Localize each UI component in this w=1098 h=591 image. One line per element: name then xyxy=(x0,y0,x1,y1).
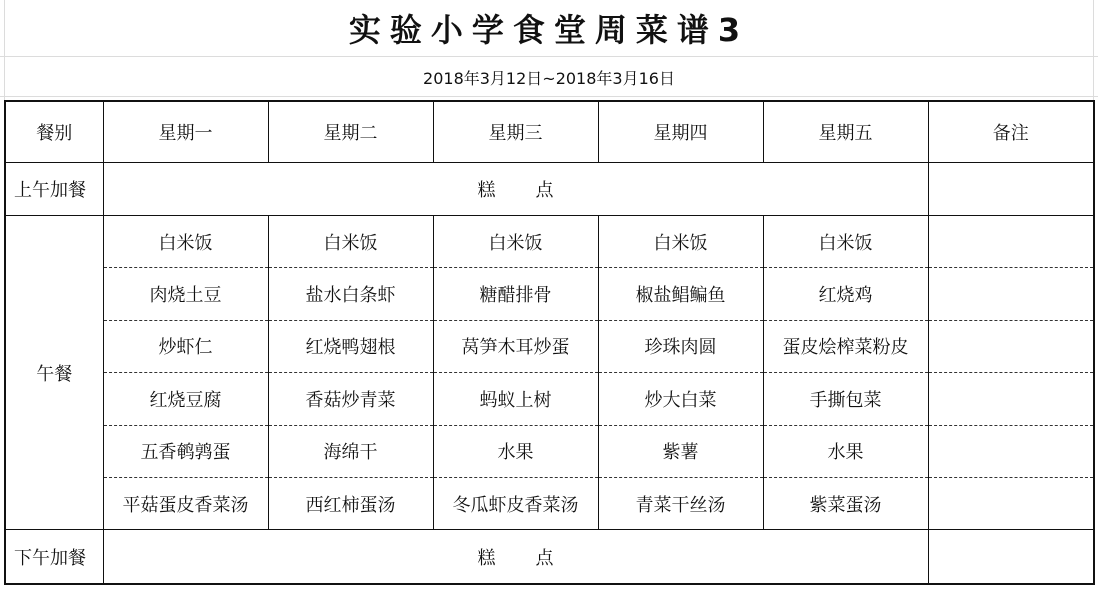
lunch-row xyxy=(5,268,1094,320)
lunch-dish: 水果 xyxy=(763,425,928,477)
lunch-dish: 手撕包菜 xyxy=(763,373,928,425)
lunch-dish: 珍珠肉圆 xyxy=(598,320,763,372)
lunch-dish: 蛋皮烩榨菜粉皮 xyxy=(763,320,928,372)
afternoon-snack-label: 下午加餐 xyxy=(5,530,103,584)
lunch-dish: 水果 xyxy=(433,425,598,477)
lunch-row xyxy=(5,478,1094,530)
sheet-gridline xyxy=(0,96,1098,97)
lunch-remarks xyxy=(928,425,1094,477)
sheet-gridline xyxy=(0,56,1098,57)
afternoon-snack-remarks xyxy=(928,530,1094,584)
lunch-row xyxy=(5,373,1094,425)
header-wednesday: 星期三 xyxy=(433,101,598,162)
menu-table xyxy=(4,100,1095,585)
lunch-dish: 青菜干丝汤 xyxy=(598,478,763,530)
lunch-dish: 香菇炒青菜 xyxy=(268,373,433,425)
morning-snack-remarks xyxy=(928,162,1094,215)
lunch-dish: 紫薯 xyxy=(598,425,763,477)
header-thursday: 星期四 xyxy=(598,101,763,162)
lunch-dish: 椒盐鲳鳊鱼 xyxy=(598,268,763,320)
lunch-dish: 红烧鸭翅根 xyxy=(268,320,433,372)
header-tuesday: 星期二 xyxy=(268,101,433,162)
menu-title: 实验小学食堂周菜谱3 xyxy=(348,11,750,49)
lunch-dish: 白米饭 xyxy=(433,215,598,267)
header-row xyxy=(5,101,1094,162)
lunch-remarks xyxy=(928,320,1094,372)
morning-snack-content xyxy=(103,162,928,215)
lunch-row xyxy=(5,425,1094,477)
afternoon-snack-row xyxy=(5,530,1094,584)
lunch-dish: 糖醋排骨 xyxy=(433,268,598,320)
lunch-dish: 西红柿蛋汤 xyxy=(268,478,433,530)
lunch-remarks xyxy=(928,373,1094,425)
lunch-dish: 冬瓜虾皮香菜汤 xyxy=(433,478,598,530)
lunch-dish: 紫菜蛋汤 xyxy=(763,478,928,530)
afternoon-snack-text: 糕点 xyxy=(477,547,594,569)
afternoon-snack-content xyxy=(103,530,928,584)
lunch-dish: 白米饭 xyxy=(268,215,433,267)
lunch-dish: 炒大白菜 xyxy=(598,373,763,425)
lunch-dish: 白米饭 xyxy=(103,215,268,267)
header-meal-type: 餐别 xyxy=(5,101,103,162)
morning-snack-label: 上午加餐 xyxy=(5,162,103,215)
lunch-dish: 莴笋木耳炒蛋 xyxy=(433,320,598,372)
lunch-remarks xyxy=(928,215,1094,267)
lunch-row xyxy=(5,320,1094,372)
lunch-label: 午餐 xyxy=(5,215,103,530)
lunch-remarks xyxy=(928,268,1094,320)
header-remarks: 备注 xyxy=(928,101,1094,162)
lunch-dish: 肉烧土豆 xyxy=(103,268,268,320)
lunch-dish: 白米饭 xyxy=(598,215,763,267)
lunch-dish: 红烧豆腐 xyxy=(103,373,268,425)
lunch-dish: 海绵干 xyxy=(268,425,433,477)
lunch-dish: 红烧鸡 xyxy=(763,268,928,320)
lunch-remarks xyxy=(928,478,1094,530)
header-friday: 星期五 xyxy=(763,101,928,162)
lunch-dish: 五香鹌鹑蛋 xyxy=(103,425,268,477)
header-monday: 星期一 xyxy=(103,101,268,162)
date-range: 2018年3月12日~2018年3月16日 xyxy=(423,68,675,88)
lunch-dish: 平菇蛋皮香菜汤 xyxy=(103,478,268,530)
lunch-dish: 蚂蚁上树 xyxy=(433,373,598,425)
lunch-row xyxy=(5,215,1094,267)
lunch-dish: 炒虾仁 xyxy=(103,320,268,372)
morning-snack-text: 糕点 xyxy=(477,179,594,201)
morning-snack-row xyxy=(5,162,1094,215)
lunch-dish: 白米饭 xyxy=(763,215,928,267)
lunch-dish: 盐水白条虾 xyxy=(268,268,433,320)
